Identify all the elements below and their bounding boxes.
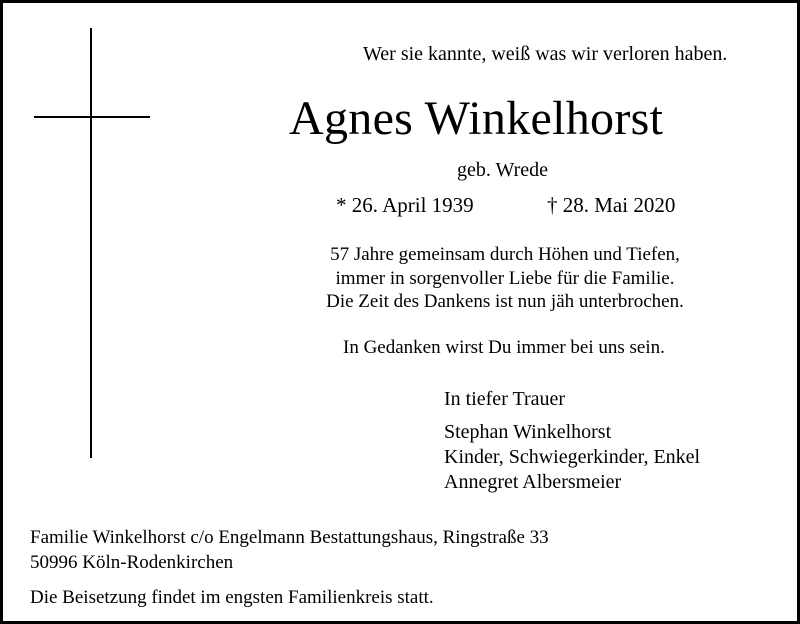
mourning-label: In tiefer Trauer — [444, 388, 566, 410]
poem-line: Die Zeit des Dankens ist nun jäh unterbrochen. — [326, 291, 684, 312]
death-date: † 28. Mai 2020 — [547, 193, 676, 217]
address-line-1: Familie Winkelhorst c/o Engelmann Bestattungshaus, Ringstraße 33 — [30, 527, 549, 548]
motto: Wer sie kannte, weiß was wir verloren haben. — [363, 43, 728, 65]
address-line-2: 50996 Köln-Rodenkirchen — [30, 552, 234, 573]
cross-horizontal-bar — [34, 116, 150, 118]
mourners-list — [444, 420, 700, 495]
mourner: Annegret Albersmeier — [444, 471, 622, 493]
birth-date: * 26. April 1939 — [336, 193, 474, 217]
cross-vertical-bar — [90, 28, 92, 458]
poem-line: immer in sorgenvoller Liebe für die Familie. — [335, 267, 675, 289]
poem — [300, 243, 710, 314]
mourner: Kinder, Schwiegerkinder, Enkel — [444, 446, 701, 468]
closing-thought: In Gedanken wirst Du immer bei uns sein. — [343, 337, 665, 358]
deceased-name: Agnes Winkelhorst — [289, 92, 664, 145]
mourner: Stephan Winkelhorst — [444, 421, 612, 443]
poem-line: 57 Jahre gemeinsam durch Höhen und Tiefen, — [330, 244, 680, 265]
birth-name: geb. Wrede — [457, 159, 549, 181]
funeral-note: Die Beisetzung findet im engsten Familienkreis statt. — [30, 587, 434, 608]
